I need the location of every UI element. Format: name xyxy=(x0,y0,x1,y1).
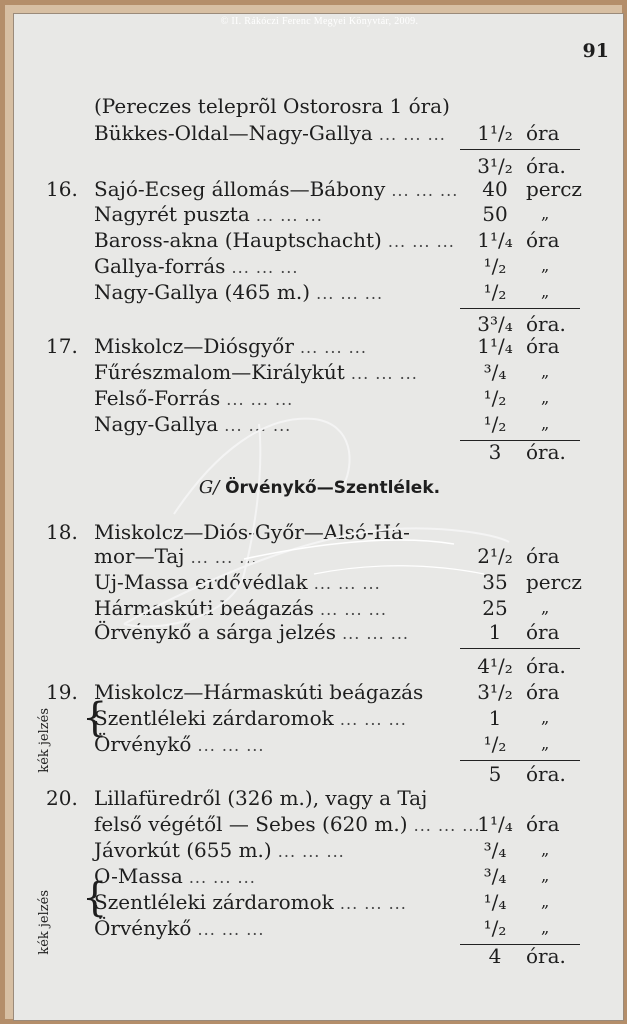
duration-unit: óra xyxy=(526,812,560,836)
dot-leader: ... ... ... xyxy=(191,736,265,755)
dot-leader: ... ... ... xyxy=(218,416,292,435)
duration-unit: óra. xyxy=(526,654,566,678)
route-text: Hármaskúti beágazás ... ... ... xyxy=(94,596,387,620)
route-text: Nagy-Gallya (465 m.) ... ... ... xyxy=(94,280,384,304)
duration-unit: „ xyxy=(541,892,550,911)
route-text: O-Massa ... ... ... xyxy=(94,864,256,888)
duration-value: ³/₄ xyxy=(483,360,507,384)
route-text: Gallya-forrás ... ... ... xyxy=(94,254,299,278)
duration-unit: óra. xyxy=(526,312,566,336)
duration-value: ¹/₂ xyxy=(483,732,507,756)
dot-leader: ... ... ... xyxy=(333,894,407,913)
dot-leader: ... ... ... xyxy=(310,284,384,303)
section-heading xyxy=(14,476,624,500)
route-number: 20. xyxy=(46,786,78,810)
duration-unit: „ xyxy=(541,866,550,885)
brace-19: { xyxy=(82,695,108,741)
route-number: 17. xyxy=(46,334,78,358)
duration-value: 3³/₄ xyxy=(477,312,513,336)
dot-leader: ... ... ... xyxy=(372,125,446,144)
route-text: Örvénykő ... ... ... xyxy=(94,732,265,756)
duration-unit: óra. xyxy=(526,440,566,464)
duration-unit: óra xyxy=(526,228,560,252)
dot-leader: ... ... ... xyxy=(344,364,418,383)
route-text: Baross-akna (Hauptschacht) ... ... ... xyxy=(94,228,455,252)
route-text: Lillafüredről (326 m.), vagy a Taj xyxy=(94,786,428,810)
dot-leader: ... ... ... xyxy=(313,600,387,619)
route-text: Felső-Forrás ... ... ... xyxy=(94,386,294,410)
duration-value: 50 xyxy=(482,202,508,226)
route-text: Örvénykő a sárga jelzés ... ... ... xyxy=(94,620,410,644)
route-text: Nagy-Gallya ... ... ... xyxy=(94,412,292,436)
duration-unit: óra xyxy=(526,680,560,704)
dot-leader: ... ... ... xyxy=(182,868,256,887)
duration-unit: „ xyxy=(541,598,550,617)
duration-value: 1 xyxy=(488,706,502,730)
duration-unit: „ xyxy=(541,204,550,223)
sum-rule xyxy=(460,308,580,309)
duration-value: 35 xyxy=(482,570,508,594)
route-text: Szentléleki zárdaromok ... ... ... xyxy=(94,890,407,914)
brace-20: { xyxy=(82,875,108,921)
duration-value: ¹/₄ xyxy=(483,890,507,914)
route-text: Jávorkút (655 m.) ... ... ... xyxy=(94,838,345,862)
dot-leader: ... ... ... xyxy=(249,206,323,225)
sum-rule xyxy=(460,648,580,649)
duration-value: 3¹/₂ xyxy=(477,154,513,178)
section-title: Örvénykő—Szentlélek. xyxy=(225,478,441,498)
duration-value: ³/₄ xyxy=(483,864,507,888)
duration-value: 4 xyxy=(488,944,502,968)
duration-value: 1¹/₂ xyxy=(477,121,513,145)
sum-rule xyxy=(460,760,580,761)
duration-unit: percz xyxy=(526,177,582,201)
duration-unit: óra. xyxy=(526,944,566,968)
duration-value: ¹/₂ xyxy=(483,916,507,940)
duration-value: ¹/₂ xyxy=(483,386,507,410)
route-text: Miskolcz—Diósgyőr ... ... ... xyxy=(94,334,367,358)
section-prefix: G/ xyxy=(198,477,220,498)
dot-leader: ... ... ... xyxy=(333,710,407,729)
route-text: Bükkes-Oldal—Nagy-Gallya ... ... ... xyxy=(94,121,446,145)
duration-unit: óra xyxy=(526,121,560,145)
dot-leader: ... ... ... xyxy=(225,258,299,277)
route-text: Miskolcz—Hármaskúti beágazás xyxy=(94,680,424,704)
duration-value: 3¹/₂ xyxy=(477,680,513,704)
duration-unit: óra. xyxy=(526,154,566,178)
duration-unit: óra. xyxy=(526,762,566,786)
dot-leader: ... ... ... xyxy=(385,181,459,200)
dot-leader: ... ... ... xyxy=(184,548,258,567)
duration-value: 1¹/₄ xyxy=(477,334,513,358)
route-text: felső végétől — Sebes (620 m.) ... ... ... xyxy=(94,812,481,836)
duration-value: ¹/₂ xyxy=(483,254,507,278)
dot-leader: ... ... ... xyxy=(307,574,381,593)
duration-value: 1¹/₄ xyxy=(477,812,513,836)
dot-leader: ... ... ... xyxy=(407,816,481,835)
duration-unit: „ xyxy=(541,734,550,753)
route-text: Örvénykő ... ... ... xyxy=(94,916,265,940)
route-text: Szentléleki zárdaromok ... ... ... xyxy=(94,706,407,730)
duration-value: 3 xyxy=(488,440,502,464)
route-text: Miskolcz—Diós-Győr—Alsó-Há- xyxy=(94,520,410,544)
route-text: Nagyrét puszta ... ... ... xyxy=(94,202,323,226)
duration-unit: óra xyxy=(526,544,560,568)
route-text: (Pereczes teleprõl Ostorosra 1 óra) xyxy=(94,94,450,118)
page-number: 91 xyxy=(582,40,609,62)
route-text: Fűrészmalom—Királykút ... ... ... xyxy=(94,360,418,384)
duration-value: 2¹/₂ xyxy=(477,544,513,568)
duration-value: 4¹/₂ xyxy=(477,654,513,678)
duration-unit: óra xyxy=(526,620,560,644)
dot-leader: ... ... ... xyxy=(271,842,345,861)
book-page xyxy=(13,13,624,1021)
route-number: 16. xyxy=(46,177,78,201)
duration-value: 1 xyxy=(488,620,502,644)
duration-unit: „ xyxy=(541,918,550,937)
side-label-20: kék jelzés xyxy=(37,890,52,955)
duration-unit: percz xyxy=(526,570,582,594)
duration-value: ¹/₂ xyxy=(483,280,507,304)
route-text: Sajó-Ecseg állomás—Bábony ... ... ... xyxy=(94,177,459,201)
copyright-notice: © II. Rákóczi Ferenc Megyei Könyvtár, 2009. xyxy=(220,16,419,27)
duration-unit: „ xyxy=(541,388,550,407)
route-number: 18. xyxy=(46,520,78,544)
sum-rule xyxy=(460,149,580,150)
route-number: 19. xyxy=(46,680,78,704)
route-text: mor—Taj ... ... ... xyxy=(94,544,258,568)
duration-unit: „ xyxy=(541,708,550,727)
dot-leader: ... ... ... xyxy=(335,624,410,643)
side-label-19: kék jelzés xyxy=(37,708,52,773)
dot-leader: ... ... ... xyxy=(381,232,455,251)
duration-unit: „ xyxy=(541,282,550,301)
route-text: Uj-Massa erdővédlak ... ... ... xyxy=(94,570,381,594)
dot-leader: ... ... ... xyxy=(293,338,367,357)
duration-unit: „ xyxy=(541,256,550,275)
duration-value: 40 xyxy=(482,177,508,201)
dot-leader: ... ... ... xyxy=(191,920,265,939)
duration-value: ¹/₂ xyxy=(483,412,507,436)
dot-leader: ... ... ... xyxy=(220,390,294,409)
duration-unit: „ xyxy=(541,362,550,381)
duration-unit: „ xyxy=(541,840,550,859)
duration-value: ³/₄ xyxy=(483,838,507,862)
duration-value: 1¹/₄ xyxy=(477,228,513,252)
duration-unit: óra xyxy=(526,334,560,358)
duration-value: 25 xyxy=(482,596,508,620)
duration-unit: „ xyxy=(541,414,550,433)
duration-value: 5 xyxy=(488,762,502,786)
